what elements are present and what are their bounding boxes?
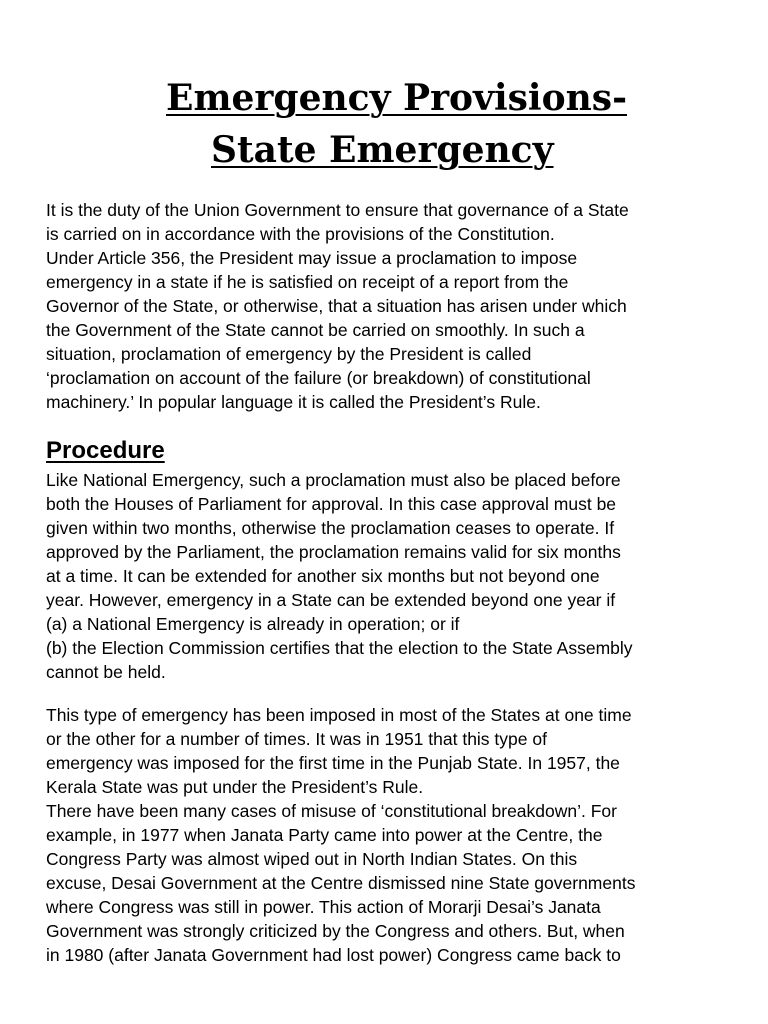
text-line: approved by the Parliament, the proclamation remains valid for six months (46, 542, 621, 562)
text-line: the Government of the State cannot be carried on smoothly. In such a (46, 320, 585, 340)
text-line: at a time. It can be extended for another six months but not beyond one (46, 566, 600, 586)
text-line: where Congress was still in power. This action of Morarji Desai’s Janata (46, 897, 601, 917)
procedure-paragraph (46, 468, 746, 684)
text-line: (a) a National Emergency is already in operation; or if (46, 614, 460, 634)
text-line: or the other for a number of times. It was in 1951 that this type of (46, 729, 547, 749)
text-line: This type of emergency has been imposed in most of the States at one time (46, 705, 632, 725)
text-line: Under Article 356, the President may issue a proclamation to impose (46, 248, 578, 268)
text-line: (b) the Election Commission certifies that the election to the State Assembly (46, 638, 633, 658)
text-line: given within two months, otherwise the proclamation ceases to operate. If (46, 518, 615, 538)
history-paragraph (46, 703, 746, 967)
text-line: It is the duty of the Union Government to ensure that governance of a State (46, 200, 629, 220)
text-line: Government was strongly criticized by the Congress and others. But, when (46, 921, 625, 941)
document-title-line-1: Emergency Provisions- (166, 77, 628, 119)
text-line: Governor of the State, or otherwise, that a situation has arisen under which (46, 296, 627, 316)
text-line: Kerala State was put under the President’s Rule. (46, 777, 424, 797)
text-line: Like National Emergency, such a proclamation must also be placed before (46, 470, 621, 490)
procedure-heading: Procedure (46, 437, 165, 464)
text-line: There have been many cases of misuse of ‘constitutional breakdown’. For (46, 801, 617, 821)
text-line: excuse, Desai Government at the Centre dismissed nine State governments (46, 873, 636, 893)
text-line: emergency was imposed for the first time in the Punjab State. In 1957, the (46, 753, 620, 773)
text-line: both the Houses of Parliament for approval. In this case approval must be (46, 494, 617, 514)
text-line: situation, proclamation of emergency by the President is called (46, 344, 532, 364)
text-line: example, in 1977 when Janata Party came into power at the Centre, the (46, 825, 603, 845)
text-line: year. However, emergency in a State can be extended beyond one year if (46, 590, 616, 610)
text-line: ‘proclamation on account of the failure (or breakdown) of constitutional (46, 368, 591, 388)
text-line: emergency in a state if he is satisfied on receipt of a report from the (46, 272, 569, 292)
text-line: Congress Party was almost wiped out in North Indian States. On this (46, 849, 578, 869)
text-line: is carried on in accordance with the provisions of the Constitution. (46, 224, 555, 244)
text-line: in 1980 (after Janata Government had lost power) Congress came back to (46, 945, 621, 965)
document-title-line-2: State Emergency (211, 129, 554, 171)
text-line: cannot be held. (46, 662, 166, 682)
text-line: machinery.’ In popular language it is called the President’s Rule. (46, 392, 541, 412)
intro-paragraph (46, 198, 746, 414)
